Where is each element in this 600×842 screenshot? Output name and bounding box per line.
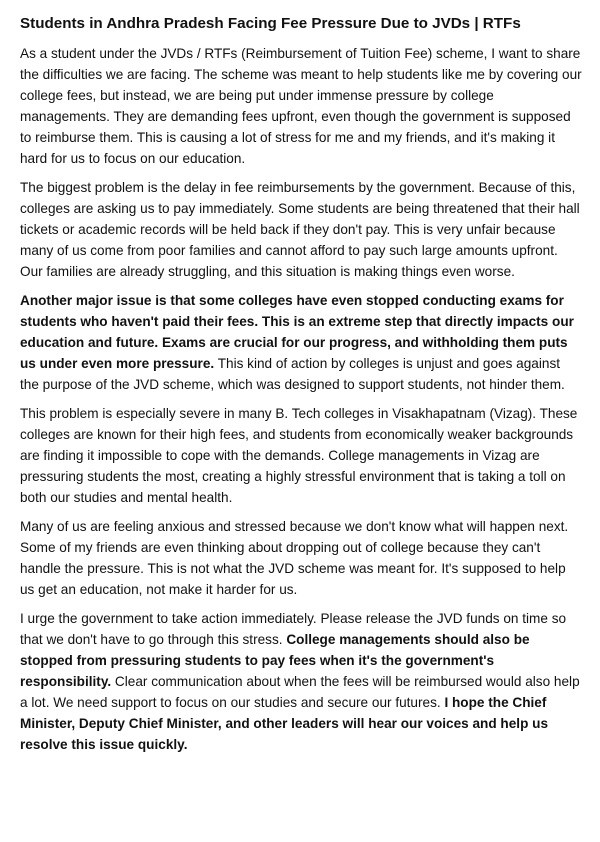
document-title: Students in Andhra Pradesh Facing Fee Pressure Due to JVDs | RTFs — [20, 15, 521, 32]
paragraph-text: As a student under the JVDs / RTFs (Reimbursement of Tuition Fee) scheme, I want to share the difficulties we are facing. The scheme was meant to help students like me by covering our college fees, but instead, we are being put under immense pressure by college managements. They are demanding fees upfront, even though the government is supposed to reimburse them. This is causing a lot of stress for me and my friends, and it's making it hard for us to focus on our education. — [20, 46, 582, 166]
emphasized-text: I hope the Chief Minister, Deputy Chief Minister, and other leaders will hear our voices and help us resolve this issue quickly. — [20, 694, 549, 752]
paragraph-delay — [20, 178, 582, 283]
paragraph-text: Many of us are feeling anxious and stressed because we don't know what will happen next. Some of my friends are even thinking about dropping out of college because they can't handle the pressure. This is not what the JVD scheme was meant for. It's supposed to help us get an education, not make it harder for us. — [20, 519, 569, 597]
paragraph-text: This kind of action by colleges is unjust and goes against the purpose of the JVD scheme, which was designed to support students, not hinder them. — [20, 355, 565, 392]
paragraph-appeal — [20, 609, 582, 755]
paragraph-text: I urge the government to take action immediately. Please release the JVD funds on time so that we don't have to go through this stress. — [20, 611, 567, 648]
emphasized-text: College managements should also be stopped from pressuring students to pay fees when it's the government's responsibility. — [20, 632, 530, 689]
paragraph-text: The biggest problem is the delay in fee reimbursements by the government. Because of this, colleges are asking us to pay immediately. Some students are being threatened that their hall tickets or academic records will be held back if they don't pay. This is very unfair because many of us come from poor families and cannot afford to pay such large amounts upfront. Our families are already struggling, and this situation is making things even worse. — [20, 179, 580, 279]
paragraph-vizag — [20, 404, 582, 509]
emphasized-text: Another major issue is that some colleges have even stopped conducting exams for students who haven't paid their fees. This is an extreme step that directly impacts our education and future. Exams are crucial for our progress, and withholding them puts us under even more pressure. — [20, 292, 574, 371]
paragraph-exams — [20, 291, 582, 396]
paragraph-intro — [20, 44, 582, 169]
paragraph-text: This problem is especially severe in many B. Tech colleges in Visakhapatnam (Vizag). These colleges are known for their high fees, and students from economically weaker backgrounds are finding it impossible to cope with the demands. College managements in Vizag are pressuring students the most, creating a highly stressful environment that is taking a toll on both our studies and mental health. — [20, 406, 578, 505]
paragraph-anxiety — [20, 517, 582, 601]
paragraph-text: Clear communication about when the fees will be reimbursed would also help a lot. We need support to focus on our studies and secure our futures. — [20, 673, 580, 710]
